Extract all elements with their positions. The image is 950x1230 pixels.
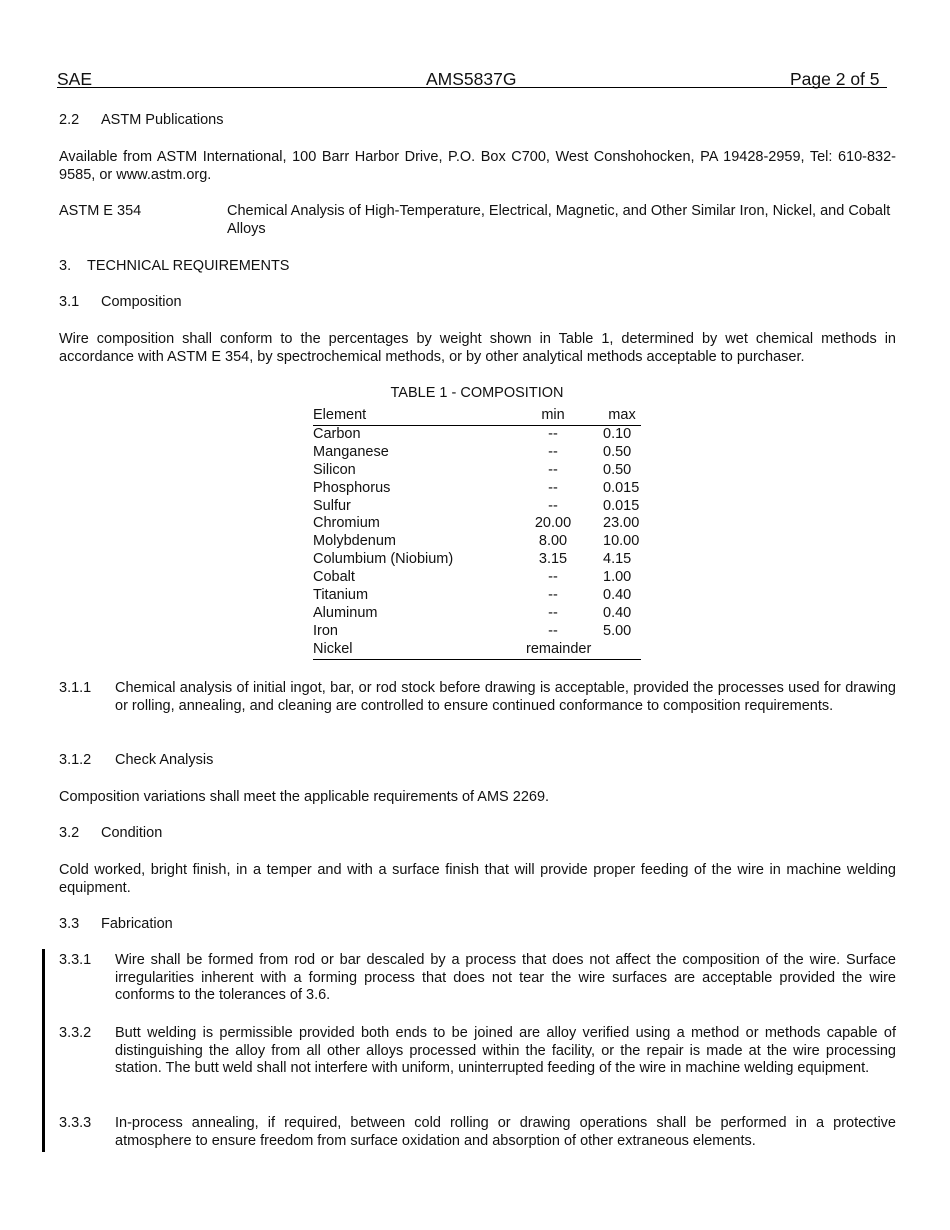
table-cell-remainder: remainder <box>503 641 641 659</box>
table-cell-min: -- <box>548 479 558 496</box>
table-cell-min: -- <box>548 461 558 478</box>
section-3-3-2-number: 3.3.2 <box>59 1025 92 1041</box>
reference-title: Chemical Analysis of High-Temperature, Electrical, Magnetic, and Other Similar Iron, Nickel, and Cobalt Alloys <box>227 203 891 237</box>
table-cell-min: -- <box>548 587 558 604</box>
section-2-2-title: ASTM Publications <box>101 112 224 128</box>
table-row <box>313 533 641 551</box>
section-3-3-number: 3.3 <box>59 916 80 932</box>
section-3-title: TECHNICAL REQUIREMENTS <box>87 258 290 274</box>
header-page-number: Page 2 of 5 <box>790 69 880 89</box>
section-3-3-1-number: 3.3.1 <box>59 952 92 968</box>
table-header-row <box>313 407 641 425</box>
table-cell-element: Columbium (Niobium) <box>313 551 454 568</box>
table-cell-max: 1.00 <box>603 569 632 586</box>
composition-table-wrap <box>313 407 641 660</box>
header-doc-number: AMS5837G <box>426 69 517 89</box>
table-cell-max: 0.50 <box>603 461 632 478</box>
section-3-3-3-number: 3.3.3 <box>59 1115 92 1131</box>
table-cell-max: 23.00 <box>603 515 640 532</box>
table-cell-min: -- <box>548 569 558 586</box>
table-cell-max: 0.40 <box>603 587 632 604</box>
table-row <box>313 515 641 533</box>
section-3-1-1-text: Chemical analysis of initial ingot, bar, or rod stock before drawing is acceptable, provided the processes used for drawing or rolling, annealing, and cleaning are controlled to ensure continued conformance to composition requirements. <box>115 680 896 714</box>
section-3-1-text: Wire composition shall conform to the percentages by weight shown in Table 1, determined by wet chemical methods in accordance with ASTM E 354, by spectrochemical methods, or by other analytical methods acceptable to purchaser. <box>59 331 896 365</box>
table-cell-element: Iron <box>313 622 338 639</box>
revision-change-bar <box>42 949 45 1152</box>
table-cell-element: Silicon <box>313 461 356 478</box>
section-3-3-2-text: Butt welding is permissible provided both ends to be joined are alloy verified using a method or methods capable of distinguishing the alloy from all other alloys processed within the facility, or the repair is made at the wire processing station. The butt weld shall not interfere with uniform, uninterrupted feeding of the wire in machine welding equipment. <box>115 1025 896 1076</box>
section-3-3-title: Fabrication <box>101 916 173 932</box>
table-cell-element: Sulfur <box>313 497 351 514</box>
section-3-1-2-text: Composition variations shall meet the applicable requirements of AMS 2269. <box>59 789 550 805</box>
reference-id: ASTM E 354 <box>59 203 142 219</box>
header-rule <box>57 87 887 88</box>
table-title: TABLE 1 - COMPOSITION <box>390 385 564 401</box>
table-cell-min: -- <box>548 425 558 442</box>
table-row <box>313 551 641 569</box>
table-cell-element: Cobalt <box>313 569 355 586</box>
table-cell-max: 10.00 <box>603 533 640 550</box>
table-row <box>313 444 641 462</box>
table-cell-element: Phosphorus <box>313 479 391 496</box>
table-row <box>313 480 641 498</box>
table-header-cell: max <box>603 407 641 425</box>
section-3-3-1-text: Wire shall be formed from rod or bar descaled by a process that does not affect the composition of the wire. Surface irregularities inherent with a forming process that does not tear the wire surfaces are acceptable provided the wire conforms to the tolerances of 3.6. <box>115 952 896 1003</box>
table-cell-element: Titanium <box>313 587 369 604</box>
section-3-2-title: Condition <box>101 825 163 841</box>
table-header-cell: Element <box>313 407 503 425</box>
table-cell-element: Aluminum <box>313 604 378 621</box>
table-cell-max: 0.015 <box>603 479 640 496</box>
table-header-cell: min <box>503 407 603 425</box>
table-cell-max: 0.015 <box>603 497 640 514</box>
section-3-2-text: Cold worked, bright finish, in a temper and with a surface finish that will provide proper feeding of the wire in machine welding equipment. <box>59 862 896 896</box>
table-cell-min: 3.15 <box>538 551 568 568</box>
table-cell-element: Chromium <box>313 515 380 532</box>
table-cell-max: 4.15 <box>603 551 632 568</box>
section-3-number: 3. <box>59 258 72 274</box>
table-cell-element: Carbon <box>313 425 361 442</box>
section-3-1-title: Composition <box>101 294 182 310</box>
table-cell-min: 20.00 <box>534 515 572 532</box>
table-cell-max: 0.50 <box>603 443 632 460</box>
table-row <box>313 641 641 659</box>
table-row <box>313 498 641 516</box>
section-3-1-1-number: 3.1.1 <box>59 680 92 696</box>
table-cell-element: Molybdenum <box>313 533 397 550</box>
table-cell-element: Manganese <box>313 443 389 460</box>
table-cell-min: -- <box>548 443 558 460</box>
table-cell-max: 0.10 <box>603 425 632 442</box>
section-3-3-3-text: In-process annealing, if required, between cold rolling or drawing operations shall be performed in a protective atmosphere to ensure freedom from surface oxidation and absorption of other extraneous elements. <box>115 1115 896 1149</box>
section-3-2-number: 3.2 <box>59 825 80 841</box>
section-3-1-2-number: 3.1.2 <box>59 752 92 768</box>
section-2-2-number: 2.2 <box>59 112 80 128</box>
table-cell-min: -- <box>548 622 558 639</box>
table-cell-max: 5.00 <box>603 622 632 639</box>
section-3-1-2-title: Check Analysis <box>115 752 214 768</box>
table-row <box>313 605 641 623</box>
section-2-2-text: Available from ASTM International, 100 Barr Harbor Drive, P.O. Box C700, West Conshohocken, PA 19428-2959, Tel: 610-832-9585, or www.astm.org. <box>59 149 896 183</box>
section-3-1-number: 3.1 <box>59 294 80 310</box>
table-row <box>313 462 641 480</box>
table-row <box>313 425 641 443</box>
header-left: SAE <box>57 69 93 89</box>
table-cell-max: 0.40 <box>603 604 632 621</box>
table-cell-min: 8.00 <box>538 533 568 550</box>
table-cell-min: -- <box>548 497 558 514</box>
table-cell-min: -- <box>548 604 558 621</box>
composition-table <box>313 407 641 660</box>
table-row <box>313 623 641 641</box>
table-cell-element: Nickel <box>313 641 503 659</box>
table-row <box>313 587 641 605</box>
table-row <box>313 569 641 587</box>
